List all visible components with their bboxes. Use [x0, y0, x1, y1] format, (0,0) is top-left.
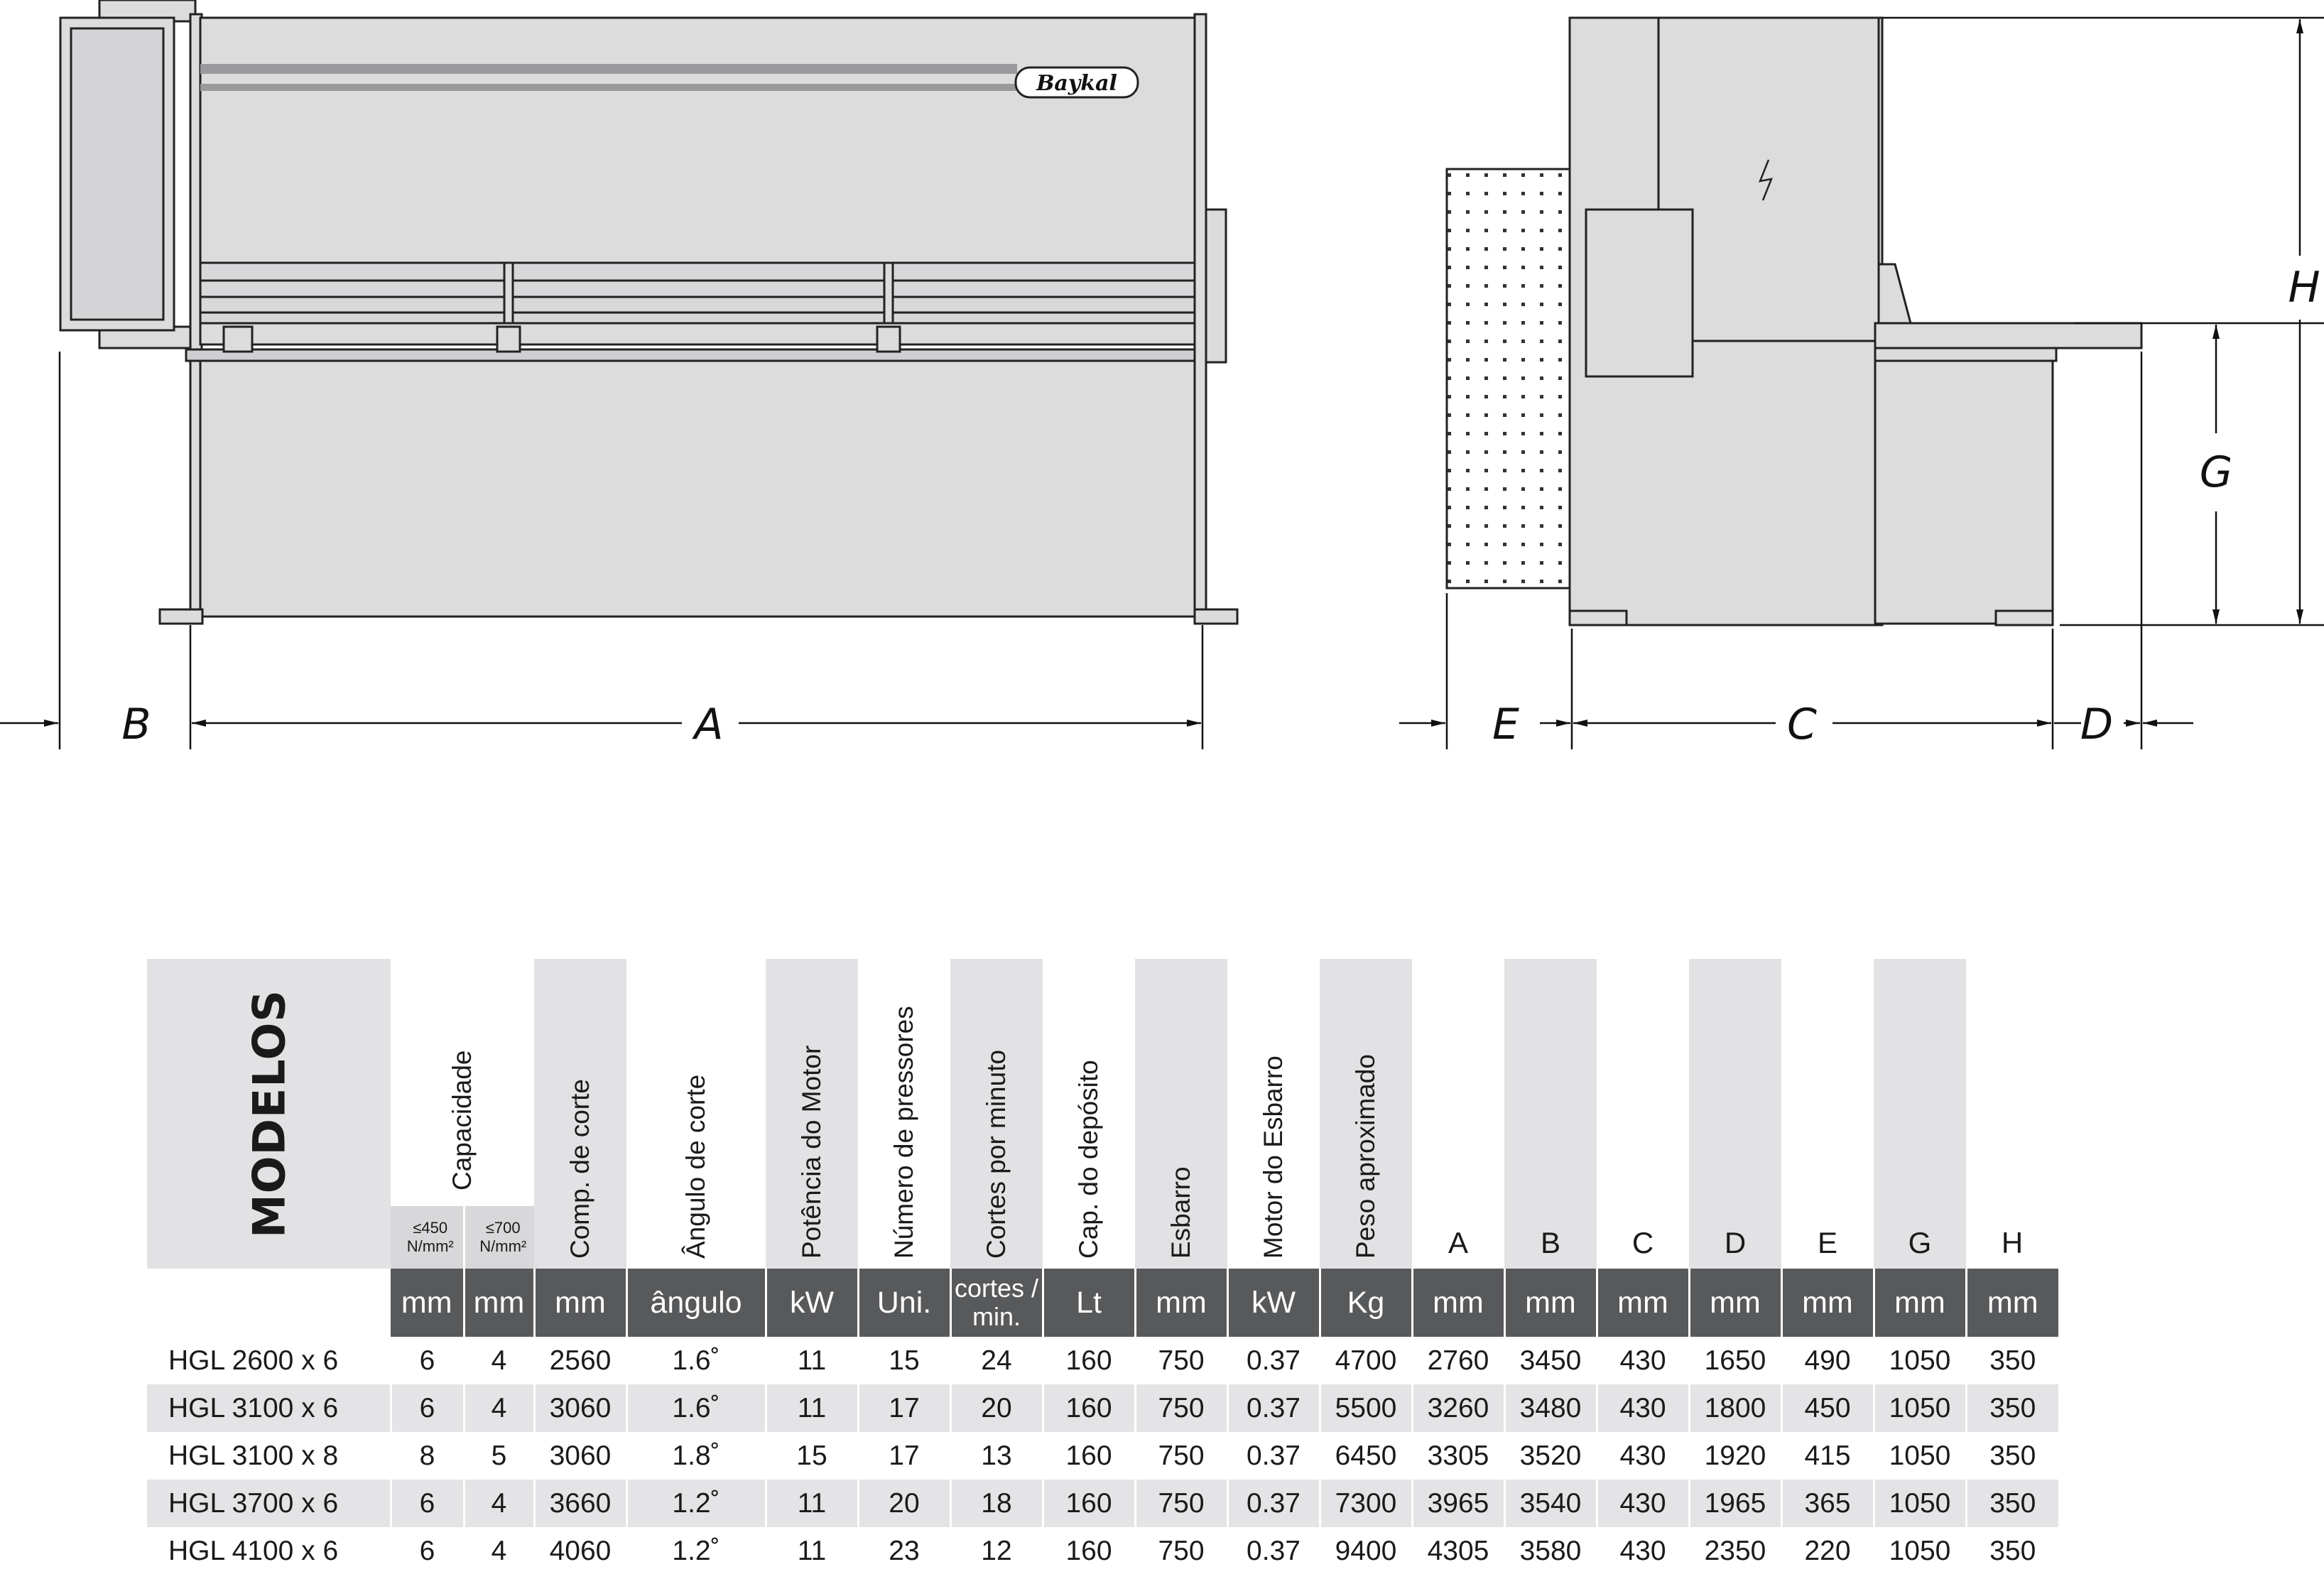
table-cell: 4305 — [1412, 1527, 1504, 1575]
table-cell: 430 — [1597, 1384, 1689, 1432]
table-cell: 5 — [464, 1432, 534, 1480]
header-g: G — [1874, 959, 1966, 1269]
dim-label-b: B — [121, 700, 151, 749]
data-rows — [147, 1337, 2058, 1575]
table-cell: 1050 — [1874, 1384, 1966, 1432]
header-c: C — [1631, 1226, 1654, 1259]
table-cell: 0.37 — [1227, 1337, 1320, 1384]
unit-cell: mm — [1966, 1269, 2058, 1337]
table-cell: 1650 — [1689, 1337, 1781, 1384]
table-cell: 4700 — [1320, 1337, 1412, 1384]
table-cell: 4 — [464, 1480, 534, 1527]
unit-cell: mm — [1504, 1269, 1597, 1337]
table-cell: 0.37 — [1227, 1384, 1320, 1432]
table-cell: 1050 — [1874, 1480, 1966, 1527]
unit-cell: mm — [1689, 1269, 1781, 1337]
modelos-header — [147, 959, 391, 1269]
table-cell: 3540 — [1504, 1480, 1597, 1527]
table-cell: 6 — [391, 1527, 464, 1575]
header-row — [147, 959, 2058, 1206]
logo-text: Baykal — [1036, 71, 1117, 96]
table-cell: 3965 — [1412, 1480, 1504, 1527]
header-potencia-motor: Potência do Motor — [766, 959, 858, 1269]
table-cell: 365 — [1781, 1480, 1874, 1527]
table-cell: 490 — [1781, 1337, 1874, 1384]
spec-table — [147, 959, 2058, 1570]
header-angulo-corte: Ângulo de corte — [681, 1074, 710, 1259]
model-name-cell: HGL 3700 x 6 — [147, 1480, 391, 1527]
header-comp-corte: Comp. de corte — [534, 959, 626, 1269]
table-row — [147, 1337, 2058, 1384]
table-cell: 12 — [950, 1527, 1043, 1575]
unit-cell: Uni. — [858, 1269, 950, 1337]
table-cell: 20 — [950, 1384, 1043, 1432]
table-cell: 1.6˚ — [626, 1384, 766, 1432]
header-e: E — [1817, 1226, 1837, 1259]
brand-logo — [1016, 67, 1138, 97]
table-cell: 2760 — [1412, 1337, 1504, 1384]
capacity-header — [391, 959, 534, 1206]
header-h: H — [2001, 1226, 2024, 1259]
capacity-sub-450: ≤450 N/mm² — [391, 1206, 464, 1269]
table-cell: 3580 — [1504, 1527, 1597, 1575]
dim-label-a: A — [694, 700, 724, 749]
table-cell: 2560 — [534, 1337, 626, 1384]
model-name-cell: HGL 3100 x 6 — [147, 1384, 391, 1432]
table-cell: 9400 — [1320, 1527, 1412, 1575]
table-cell: 160 — [1043, 1337, 1135, 1384]
table-cell: 1965 — [1689, 1480, 1781, 1527]
table-cell: 6 — [391, 1384, 464, 1432]
table-cell: 750 — [1135, 1432, 1227, 1480]
table-cell: 0.37 — [1227, 1480, 1320, 1527]
table-cell: 13 — [950, 1432, 1043, 1480]
dim-label-d: D — [2080, 700, 2114, 749]
table-cell: 4 — [464, 1527, 534, 1575]
unit-cell: mm — [534, 1269, 626, 1337]
table-cell: 430 — [1597, 1432, 1689, 1480]
table-cell: 6450 — [1320, 1432, 1412, 1480]
table-cell: 1.2˚ — [626, 1480, 766, 1527]
header-cortes-minuto: Cortes por minuto — [950, 959, 1043, 1269]
machine-drawing — [0, 0, 2324, 781]
header-a: A — [1448, 1226, 1468, 1259]
table-cell: 350 — [1966, 1480, 2058, 1527]
table-cell: 3450 — [1504, 1337, 1597, 1384]
model-name-cell: HGL 4100 x 6 — [168, 1535, 339, 1566]
table-row — [147, 1432, 2058, 1480]
table-cell: 11 — [766, 1480, 858, 1527]
table-cell: 24 — [950, 1337, 1043, 1384]
table-cell: 3520 — [1504, 1432, 1597, 1480]
table-row — [147, 1527, 2058, 1575]
table-cell: 1.2˚ — [626, 1527, 766, 1575]
table-cell: 160 — [1043, 1480, 1135, 1527]
units-row — [147, 1269, 2058, 1337]
capacity-sub-700: ≤700 N/mm² — [464, 1206, 534, 1269]
dim-label-g: G — [2199, 447, 2233, 497]
table-cell: 3305 — [1412, 1432, 1504, 1480]
header-cap-deposito: Cap. do depósito — [1074, 1060, 1103, 1259]
table-cell: 3260 — [1412, 1384, 1504, 1432]
table-cell: 5500 — [1320, 1384, 1412, 1432]
table-cell: 4060 — [534, 1527, 626, 1575]
unit-cell: mm — [1781, 1269, 1874, 1337]
table-cell: 11 — [766, 1384, 858, 1432]
table-cell: 3060 — [534, 1432, 626, 1480]
table-cell: 7300 — [1320, 1480, 1412, 1527]
table-cell: 3480 — [1504, 1384, 1597, 1432]
table-cell: 1050 — [1874, 1432, 1966, 1480]
table-cell: 15 — [766, 1432, 858, 1480]
table-cell: 0.37 — [1227, 1527, 1320, 1575]
table-cell: 2350 — [1689, 1527, 1781, 1575]
table-cell: 750 — [1135, 1480, 1227, 1527]
header-motor-esbarro: Motor do Esbarro — [1259, 1056, 1288, 1259]
table-cell: 4 — [464, 1384, 534, 1432]
table-cell: 750 — [1135, 1337, 1227, 1384]
unit-cell: kW — [766, 1269, 858, 1337]
table-cell: 1050 — [1874, 1337, 1966, 1384]
table-cell: 160 — [1043, 1527, 1135, 1575]
table-cell: 1050 — [1874, 1527, 1966, 1575]
table-cell: 430 — [1597, 1527, 1689, 1575]
table-cell: 160 — [1043, 1384, 1135, 1432]
dim-label-c: C — [1787, 700, 1817, 749]
header-d: D — [1689, 959, 1781, 1269]
table-cell: 350 — [1966, 1384, 2058, 1432]
unit-cell: cortes / min. — [950, 1269, 1043, 1337]
table-cell: 0.37 — [1227, 1432, 1320, 1480]
unit-cell: mm — [1874, 1269, 1966, 1337]
table-cell: 23 — [858, 1527, 950, 1575]
unit-cell: mm — [464, 1269, 534, 1337]
unit-cell: mm — [1412, 1269, 1504, 1337]
table-cell: 350 — [1966, 1432, 2058, 1480]
table-cell: 15 — [858, 1337, 950, 1384]
dim-label-h: H — [2288, 263, 2320, 313]
unit-cell: mm — [1597, 1269, 1689, 1337]
capacity-label: Capacidade — [447, 1050, 477, 1190]
table-cell: 350 — [1966, 1337, 2058, 1384]
side-view — [1447, 18, 2141, 625]
table-cell: 4 — [464, 1337, 534, 1384]
table-cell: 160 — [1043, 1432, 1135, 1480]
table-cell: 415 — [1781, 1432, 1874, 1480]
table-cell: 220 — [1781, 1527, 1874, 1575]
table-cell: 1.6˚ — [626, 1337, 766, 1384]
table-cell: 20 — [858, 1480, 950, 1527]
table-cell: 18 — [950, 1480, 1043, 1527]
table-cell: 3060 — [534, 1384, 626, 1432]
table-cell: 1920 — [1689, 1432, 1781, 1480]
table-cell: 750 — [1135, 1527, 1227, 1575]
unit-cell: kW — [1227, 1269, 1320, 1337]
header-b: B — [1504, 959, 1597, 1269]
table-cell: 8 — [391, 1432, 464, 1480]
model-name-cell: HGL 2600 x 6 — [168, 1345, 339, 1376]
header-esbarro: Esbarro — [1135, 959, 1227, 1269]
table-cell: 6 — [391, 1480, 464, 1527]
unit-cell: Lt — [1043, 1269, 1135, 1337]
table-cell: 1.8˚ — [626, 1432, 766, 1480]
table-cell: 17 — [858, 1432, 950, 1480]
table-cell: 6 — [391, 1337, 464, 1384]
table-cell: 750 — [1135, 1384, 1227, 1432]
modelos-label: MODELOS — [243, 989, 295, 1238]
table-cell: 350 — [1966, 1527, 2058, 1575]
table-row — [147, 1384, 2058, 1432]
table-cell: 11 — [766, 1527, 858, 1575]
model-name-cell: HGL 3100 x 8 — [168, 1440, 339, 1471]
table-cell: 11 — [766, 1337, 858, 1384]
table-cell: 3660 — [534, 1480, 626, 1527]
table-cell: 17 — [858, 1384, 950, 1432]
table-cell: 1800 — [1689, 1384, 1781, 1432]
unit-cell: ângulo — [626, 1269, 766, 1337]
unit-cell: mm — [391, 1269, 464, 1337]
table-cell: 450 — [1781, 1384, 1874, 1432]
dim-label-e: E — [1492, 700, 1519, 749]
unit-cell: mm — [1135, 1269, 1227, 1337]
header-peso: Peso aproximado — [1320, 959, 1412, 1269]
table-row — [147, 1480, 2058, 1527]
unit-cell: Kg — [1320, 1269, 1412, 1337]
table-cell: 430 — [1597, 1480, 1689, 1527]
header-numero-pressores: Número de pressores — [889, 1006, 918, 1259]
table-cell: 430 — [1597, 1337, 1689, 1384]
units-blank — [147, 1269, 391, 1337]
